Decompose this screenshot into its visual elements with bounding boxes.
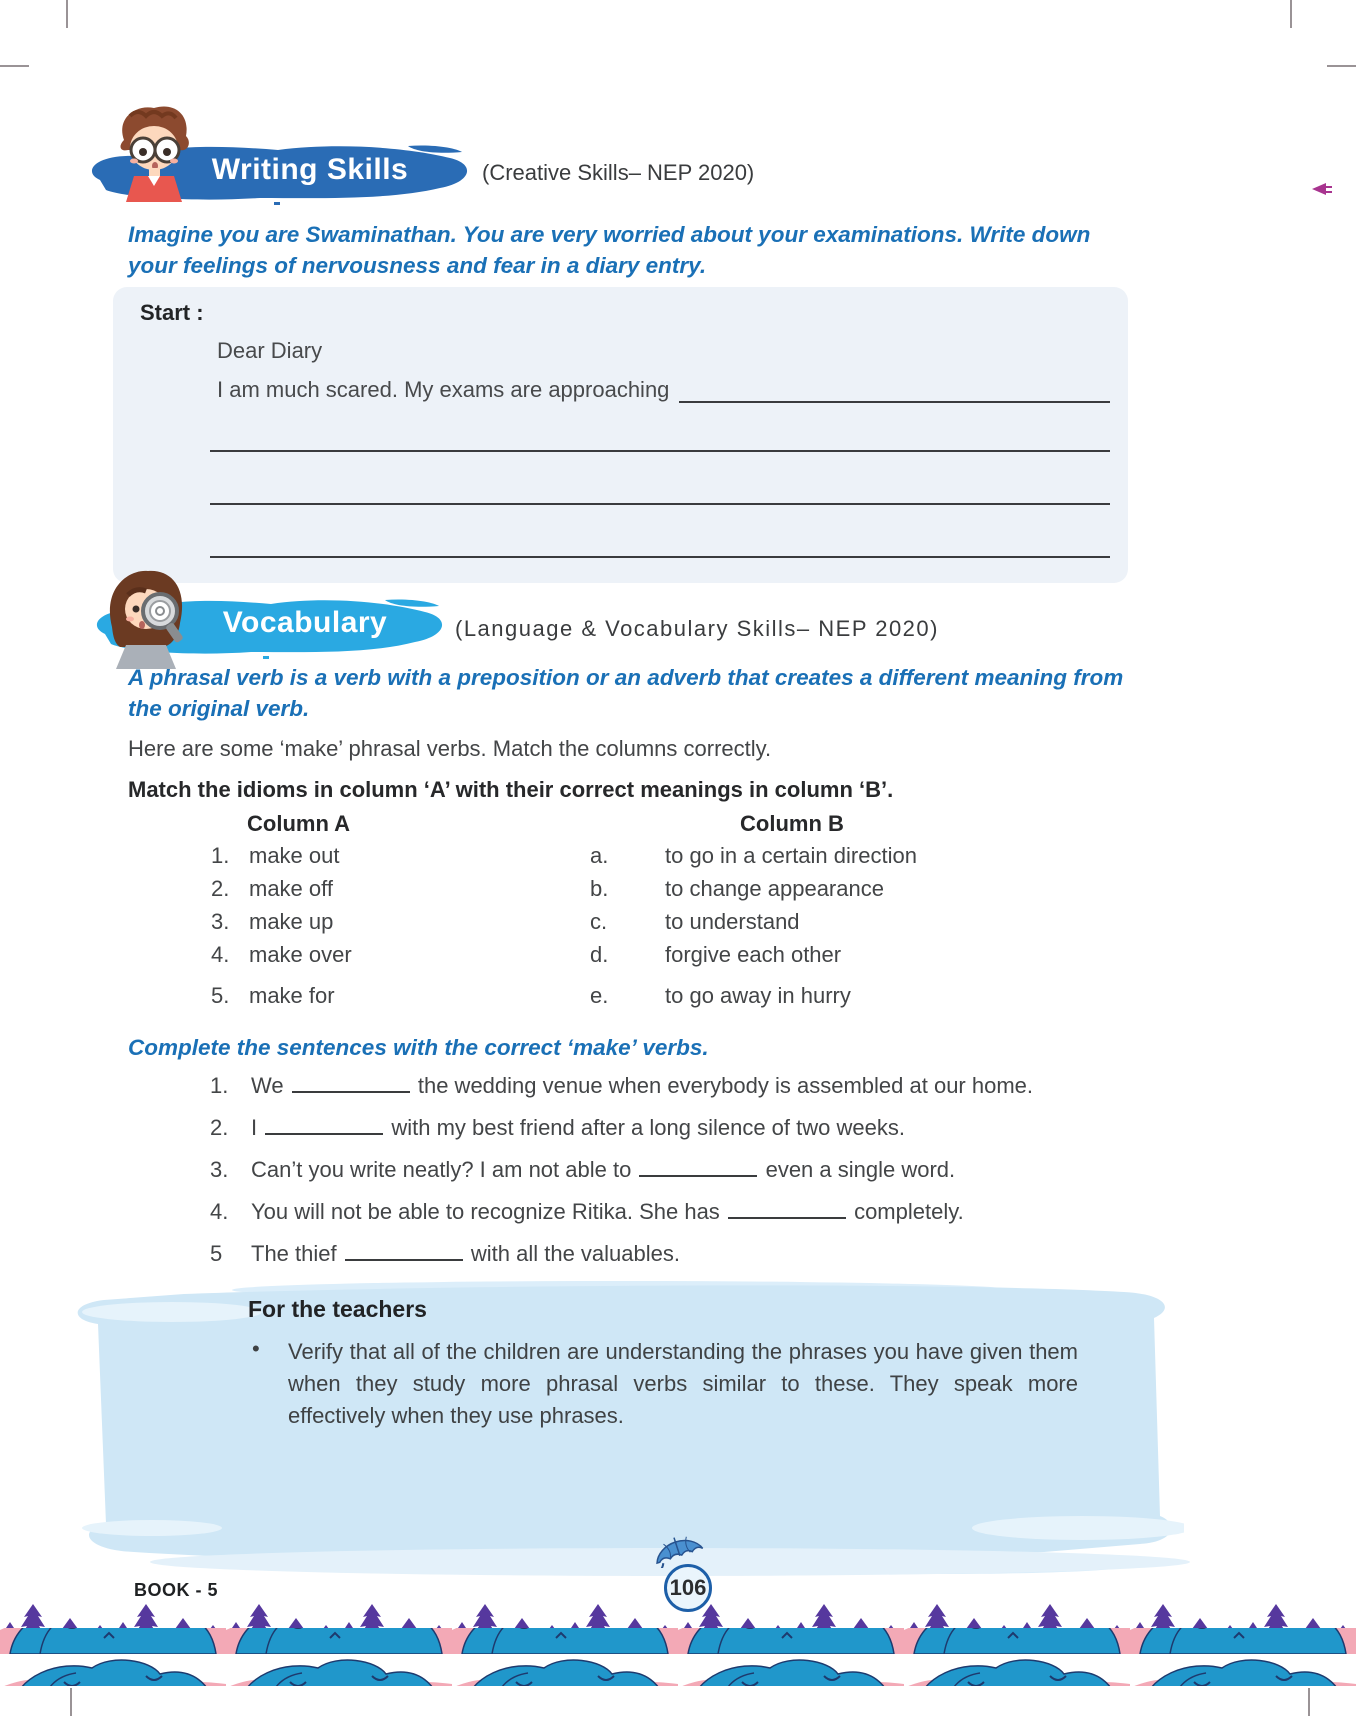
sentence-number: 2. (210, 1115, 229, 1140)
match-row (211, 876, 1211, 909)
complete-sentences-heading: Complete the sentences with the correct ‘make’ verbs. (128, 1035, 709, 1060)
girl-character-icon (100, 565, 192, 670)
column-b-letter: a. (590, 843, 609, 868)
fill-blank-sentence (210, 1199, 1270, 1241)
answer-blank (345, 1241, 463, 1261)
umbrella-icon (650, 1532, 706, 1568)
vocabulary-title: Vocabulary (222, 606, 388, 639)
answer-blank (728, 1199, 846, 1219)
diary-start-box (113, 287, 1128, 583)
answer-blank (292, 1073, 410, 1093)
column-b-item: to change appearance (665, 876, 884, 901)
writing-instruction: Imagine you are Swaminathan. You are very worried about your examinations. Write down your feelings of nervousness and fear in a diary entry. (128, 222, 1091, 278)
column-b-item: to understand (665, 909, 800, 934)
vocabulary-intro: Here are some ‘make’ phrasal verbs. Match the columns correctly. (128, 736, 772, 761)
page-number-badge (664, 1564, 712, 1612)
column-a-number: 1. (211, 843, 230, 868)
sentence-text: We the wedding venue when everybody is assembled at our home. (251, 1073, 1034, 1098)
diary-opening-text: I am much scared. My exams are approaching (217, 377, 670, 402)
teachers-box-note: Verify that all of the children are understanding the phrases you have given them when they study more phrasal verbs similar to these. They speak more effectively when they use phrases. (288, 1339, 1078, 1428)
column-b-item: forgive each other (665, 942, 842, 967)
bullet-icon: • (252, 1336, 260, 1361)
match-columns-table (211, 843, 1211, 1016)
page-number: 106 (669, 1575, 707, 1600)
fill-blank-exercise (210, 1073, 1270, 1283)
fill-blank-sentence (210, 1241, 1270, 1283)
match-row (211, 909, 1211, 942)
column-b-letter: c. (590, 909, 608, 934)
sentence-number: 1. (210, 1073, 229, 1098)
diary-salutation: Dear Diary (217, 338, 323, 363)
crop-mark (0, 65, 29, 67)
column-a-header: Column A (247, 811, 351, 836)
column-a-item: make over (249, 942, 352, 967)
fill-blank-sentence (210, 1073, 1270, 1115)
answer-blank (639, 1157, 757, 1177)
column-b-item: to go away in hurry (665, 983, 851, 1008)
match-row (211, 942, 1211, 975)
sentence-number: 3. (210, 1157, 229, 1182)
crop-mark (66, 0, 68, 28)
boy-character-icon (110, 100, 198, 204)
answer-blank (265, 1115, 383, 1135)
diary-opening-line (217, 377, 1110, 403)
sentence-text: I with my best friend after a long silence of two weeks. (251, 1115, 905, 1140)
column-a-item: make off (249, 876, 333, 901)
crop-mark (1290, 0, 1292, 28)
match-row (211, 983, 1211, 1016)
column-a-item: make out (249, 843, 340, 868)
column-a-number: 5. (211, 983, 230, 1008)
column-a-item: make for (249, 983, 335, 1008)
writing-line (210, 503, 1110, 505)
fill-blank-sentence (210, 1157, 1270, 1199)
match-row (211, 843, 1211, 876)
column-a-number: 2. (211, 876, 230, 901)
sentence-text: You will not be able to recognize Ritika. She has completely. (251, 1199, 964, 1224)
phrasal-verb-definition: A phrasal verb is a verb with a preposition or an adverb that creates a different meaning from the original verb. (128, 665, 1124, 721)
writing-skills-subtitle: (Creative Skills– NEP 2020) (482, 160, 755, 185)
sentence-number: 5 (210, 1241, 223, 1266)
column-b-letter: b. (590, 876, 609, 901)
column-a-number: 4. (211, 942, 230, 967)
column-b-letter: d. (590, 942, 609, 967)
column-a-item: make up (249, 909, 334, 934)
vocabulary-subtitle: (Language & Vocabulary Skills– NEP 2020) (455, 616, 939, 641)
crop-mark (70, 1688, 72, 1716)
sentence-number: 4. (210, 1199, 229, 1224)
column-b-item: to go in a certain direction (665, 843, 917, 868)
fill-blank-sentence (210, 1115, 1270, 1157)
column-b-letter: e. (590, 983, 609, 1008)
start-label: Start : (140, 300, 204, 325)
column-b-header: Column B (740, 811, 844, 836)
crop-mark (1308, 1688, 1310, 1716)
crop-mark (1327, 65, 1356, 67)
writing-skills-title: Writing Skills (211, 153, 409, 186)
sentence-text: Can’t you write neatly? I am not able to even a single word. (251, 1157, 956, 1182)
teachers-box-heading: For the teachers (248, 1296, 427, 1322)
column-a-number: 3. (211, 909, 230, 934)
writing-line (210, 450, 1110, 452)
sentence-text: The thief with all the valuables. (251, 1241, 680, 1266)
match-heading: Match the idioms in column ‘A’ with their correct meanings in column ‘B’. (128, 777, 894, 802)
answer-blank (679, 381, 1110, 403)
writing-line (210, 556, 1110, 558)
book-label: BOOK - 5 (134, 1580, 219, 1600)
margin-arrow-icon (1312, 182, 1332, 197)
